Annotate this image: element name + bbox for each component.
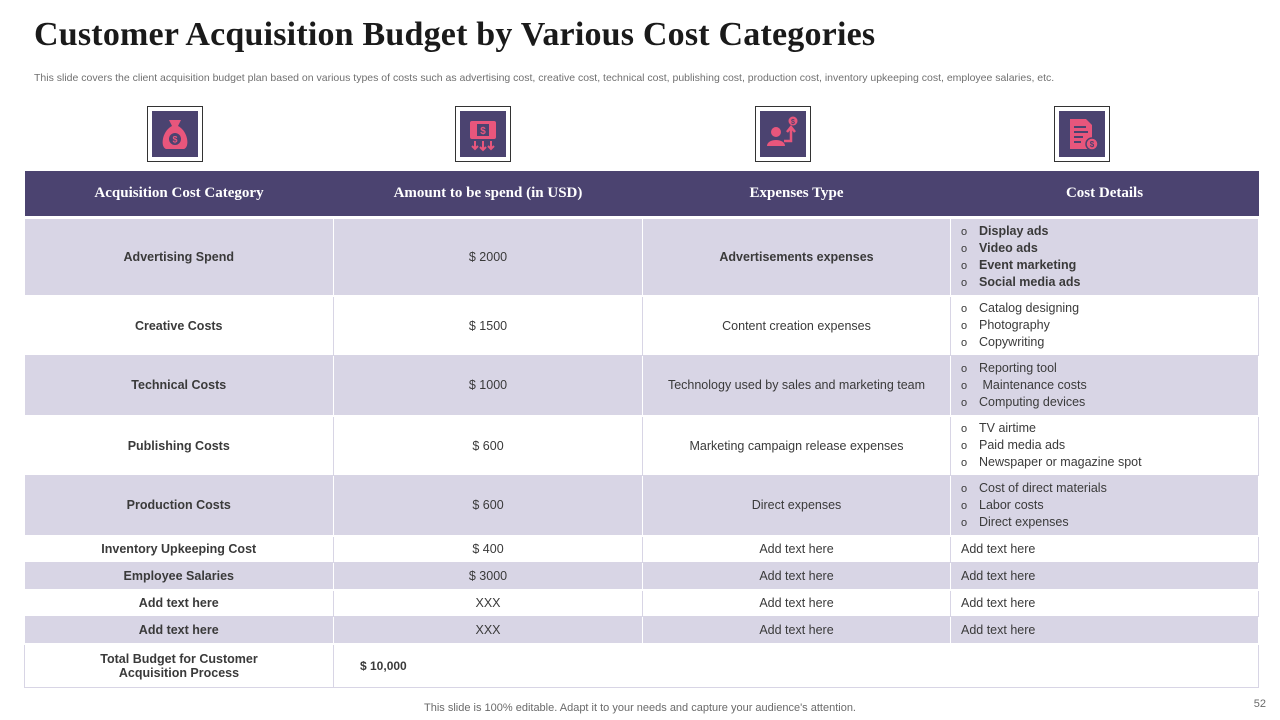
bullet-icon: o: [961, 242, 968, 255]
svg-text:$: $: [1089, 140, 1095, 149]
cost-details-list: [961, 420, 1254, 471]
amount-cell: $ 1000: [334, 356, 643, 416]
list-item: o Maintenance costs: [961, 377, 1087, 392]
list-item: o Cost of direct materials: [961, 480, 1107, 495]
cost-details-list: [961, 223, 1254, 291]
user-growth-icon-frame: [755, 106, 811, 162]
user-growth-icon: [760, 111, 806, 157]
cost-details-cell: [951, 296, 1259, 356]
expenses-type-cell: Technology used by sales and marketing team: [643, 356, 951, 416]
table-row: [25, 536, 1259, 563]
cost-details-list: [961, 360, 1254, 411]
bullet-icon: o: [961, 423, 968, 436]
amount-cell: $ 2000: [334, 218, 643, 296]
amount-cell: $ 1500: [334, 296, 643, 356]
total-label-line1: Total Budget for Customer: [100, 651, 258, 666]
amount-cell: $ 600: [334, 416, 643, 476]
cost-details-cell: [951, 356, 1259, 416]
bullet-icon: o: [961, 499, 968, 512]
amount-cell: $ 400: [334, 536, 643, 563]
list-item: o Paid media ads: [961, 438, 1066, 453]
cost-details-cell: [951, 218, 1259, 296]
total-value-cell: $ 10,000: [334, 644, 1259, 688]
category-cell: Creative Costs: [25, 296, 334, 356]
list-item: o Social media ads: [961, 274, 1081, 289]
bullet-icon: o: [961, 303, 968, 316]
list-item: o Display ads: [961, 223, 1049, 238]
slide-subtitle: This slide covers the client acquisition budget plan based on various types of costs such as advertising cost, creative cost, technical cost, publishing cost, production cost, inventory upkeeping cost, employee salaries, etc.: [34, 72, 1055, 84]
bullet-icon: o: [961, 516, 968, 529]
list-item: o Catalog designing: [961, 301, 1080, 316]
invoice-icon: [1059, 111, 1105, 157]
money-bag-icon: [152, 111, 198, 157]
table-header-row: [25, 171, 1259, 218]
bullet-icon: o: [961, 337, 968, 350]
bullet-icon: o: [961, 225, 968, 238]
footer-note: This slide is 100% editable. Adapt it to your needs and capture your audience's attention.: [424, 702, 856, 714]
total-row: [25, 644, 1259, 688]
invoice-icon-frame: [1054, 106, 1110, 162]
svg-text:$: $: [791, 119, 795, 126]
svg-text:$: $: [172, 134, 178, 145]
total-label-cell: [25, 644, 334, 688]
amount-cell: XXX: [334, 590, 643, 617]
list-item: o Newspaper or magazine spot: [961, 455, 1142, 470]
bullet-icon: o: [961, 482, 968, 495]
expenses-type-cell: Add text here: [643, 617, 951, 644]
list-item: o Reporting tool: [961, 360, 1057, 375]
table-row: [25, 296, 1259, 356]
cost-details-list: [961, 480, 1254, 531]
page-number: 52: [1253, 698, 1266, 710]
table-row: [25, 218, 1259, 296]
bullet-icon: o: [961, 320, 968, 333]
list-item: o TV airtime: [961, 421, 1036, 436]
bullet-icon: o: [961, 457, 968, 470]
bullet-icon: o: [961, 276, 968, 289]
table-row: [25, 617, 1259, 644]
svg-text:$: $: [480, 126, 486, 137]
slide-title: Customer Acquisition Budget by Various Cost Categories: [34, 16, 876, 53]
expenses-type-cell: Marketing campaign release expenses: [643, 416, 951, 476]
list-item: o Computing devices: [961, 394, 1086, 409]
list-item: o Direct expenses: [961, 514, 1069, 529]
category-cell: Publishing Costs: [25, 416, 334, 476]
payment-screen-icon-frame: [455, 106, 511, 162]
bullet-icon: o: [961, 259, 968, 272]
table-row: [25, 356, 1259, 416]
category-cell: Inventory Upkeeping Cost: [25, 536, 334, 563]
list-item: o Labor costs: [961, 497, 1044, 512]
expenses-type-cell: Advertisements expenses: [643, 218, 951, 296]
money-bag-icon-frame: [147, 106, 203, 162]
total-label-line2: Acquisition Process: [118, 665, 240, 680]
cost-details-list: [961, 300, 1254, 351]
cost-details-cell: Add text here: [951, 617, 1259, 644]
table-row: [25, 416, 1259, 476]
expenses-type-cell: Add text here: [643, 536, 951, 563]
expenses-type-cell: Add text here: [643, 563, 951, 590]
category-cell: Add text here: [25, 590, 334, 617]
cost-details-cell: [951, 416, 1259, 476]
expenses-type-cell: Content creation expenses: [643, 296, 951, 356]
expenses-type-cell: Add text here: [643, 590, 951, 617]
category-cell: Technical Costs: [25, 356, 334, 416]
bullet-icon: o: [961, 440, 968, 453]
list-item: o Video ads: [961, 240, 1038, 255]
cost-details-cell: Add text here: [951, 590, 1259, 617]
header-category: Acquisition Cost Category: [25, 171, 334, 218]
table-row: [25, 590, 1259, 617]
category-cell: Employee Salaries: [25, 563, 334, 590]
table-row: [25, 476, 1259, 536]
list-item: o Copywriting: [961, 335, 1045, 350]
category-cell: Advertising Spend: [25, 218, 334, 296]
amount-cell: XXX: [334, 617, 643, 644]
bullet-icon: o: [961, 396, 968, 409]
header-amount: Amount to be spend (in USD): [334, 171, 643, 218]
cost-details-cell: Add text here: [951, 536, 1259, 563]
category-cell: Production Costs: [25, 476, 334, 536]
payment-screen-icon: [460, 111, 506, 157]
header-cost-details: Cost Details: [951, 171, 1259, 218]
table-row: [25, 563, 1259, 590]
list-item: o Photography: [961, 318, 1050, 333]
cost-details-cell: Add text here: [951, 563, 1259, 590]
amount-cell: $ 600: [334, 476, 643, 536]
cost-details-cell: [951, 476, 1259, 536]
bullet-icon: o: [961, 362, 968, 375]
bullet-icon: o: [961, 379, 968, 392]
budget-table: [24, 171, 1259, 688]
list-item: o Event marketing: [961, 257, 1077, 272]
header-expenses-type: Expenses Type: [643, 171, 951, 218]
category-cell: Add text here: [25, 617, 334, 644]
amount-cell: $ 3000: [334, 563, 643, 590]
expenses-type-cell: Direct expenses: [643, 476, 951, 536]
